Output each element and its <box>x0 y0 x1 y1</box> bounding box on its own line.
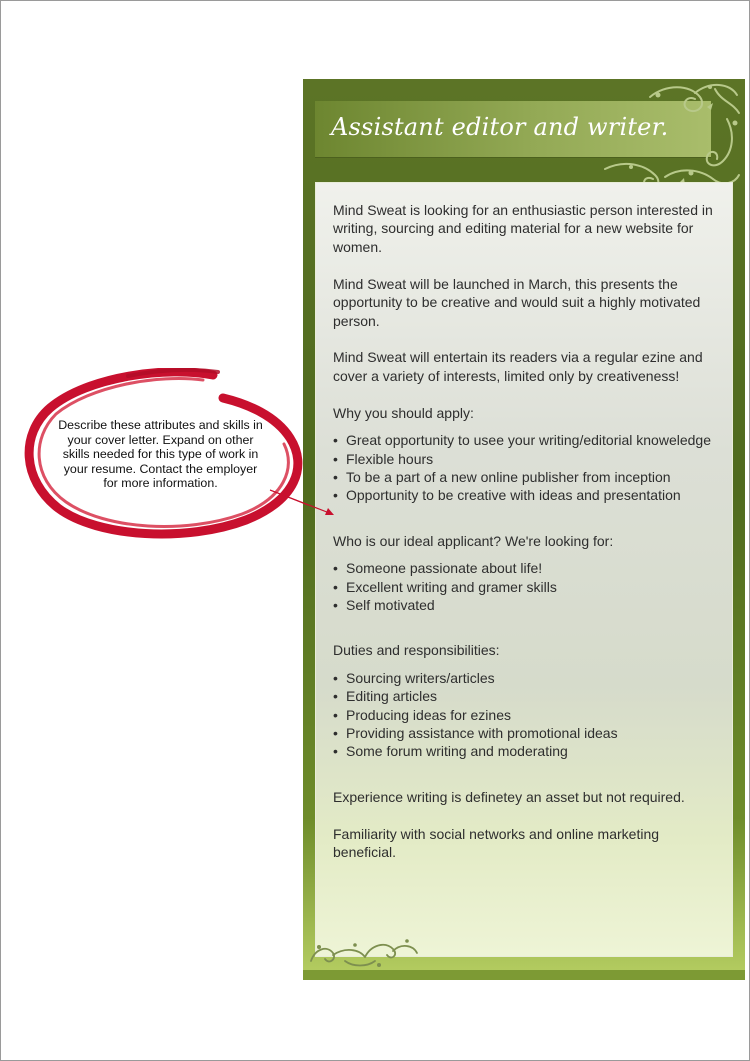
launch-paragraph: Mind Sweat will be launched in March, this presents the opportunity to be creative and would suit a highly motivated person. <box>333 275 701 329</box>
list-item: • Self motivated <box>346 596 723 614</box>
list-item: • Someone passionate about life! <box>346 559 723 577</box>
faint-box <box>343 972 539 1027</box>
ad-body <box>333 201 723 880</box>
ad-content-card <box>315 182 733 957</box>
why-heading: Why you should apply: <box>333 404 474 421</box>
callout-text: Describe these attributes and skills in your cover letter. Expand on other skills needed for this type of work in your resume. Contact the employer for more information. <box>58 418 263 491</box>
list-item: • Excellent writing and gramer skills <box>346 578 723 596</box>
list-item: • To be a part of a new online publisher from inception <box>346 468 723 486</box>
flourish-ornament-top <box>595 79 745 199</box>
experience-paragraph: Experience writing is definetey an asset but not required. <box>333 788 685 805</box>
callout-arrow <box>270 488 340 520</box>
list-item: • Sourcing writers/articles <box>346 669 723 687</box>
duties-list <box>333 669 723 761</box>
intro-paragraph: Mind Sweat is looking for an enthusiastic person interested in writing, sourcing and editing material for a new website for women. <box>333 202 713 255</box>
list-item: • Opportunity to be creative with ideas and presentation <box>346 486 723 504</box>
duties-heading: Duties and responsibilities: <box>333 642 500 659</box>
ideal-list <box>333 559 723 614</box>
job-ad-panel <box>303 79 745 980</box>
ideal-heading: Who is our ideal applicant? We're looking for: <box>333 532 614 549</box>
flourish-ornament-bottom <box>305 931 425 971</box>
panel-bottom-strip <box>303 970 745 980</box>
list-item: • Flexible hours <box>346 450 723 468</box>
list-item: • Producing ideas for ezines <box>346 706 723 724</box>
list-item: • Some forum writing and moderating <box>346 742 723 760</box>
entertain-paragraph: Mind Sweat will entertain its readers via a regular ezine and cover a variety of interests, limited only by creativeness! <box>333 349 703 384</box>
why-list <box>333 431 723 505</box>
list-item: • Providing assistance with promotional ideas <box>346 724 723 742</box>
list-item: • Great opportunity to usee your writing/editorial knoweledge <box>346 431 723 449</box>
callout-annotation <box>18 368 303 540</box>
list-item: • Editing articles <box>346 687 723 705</box>
familiarity-paragraph: Familiarity with social networks and online marketing beneficial. <box>333 825 660 861</box>
job-title: Assistant editor and writer. <box>331 113 669 141</box>
